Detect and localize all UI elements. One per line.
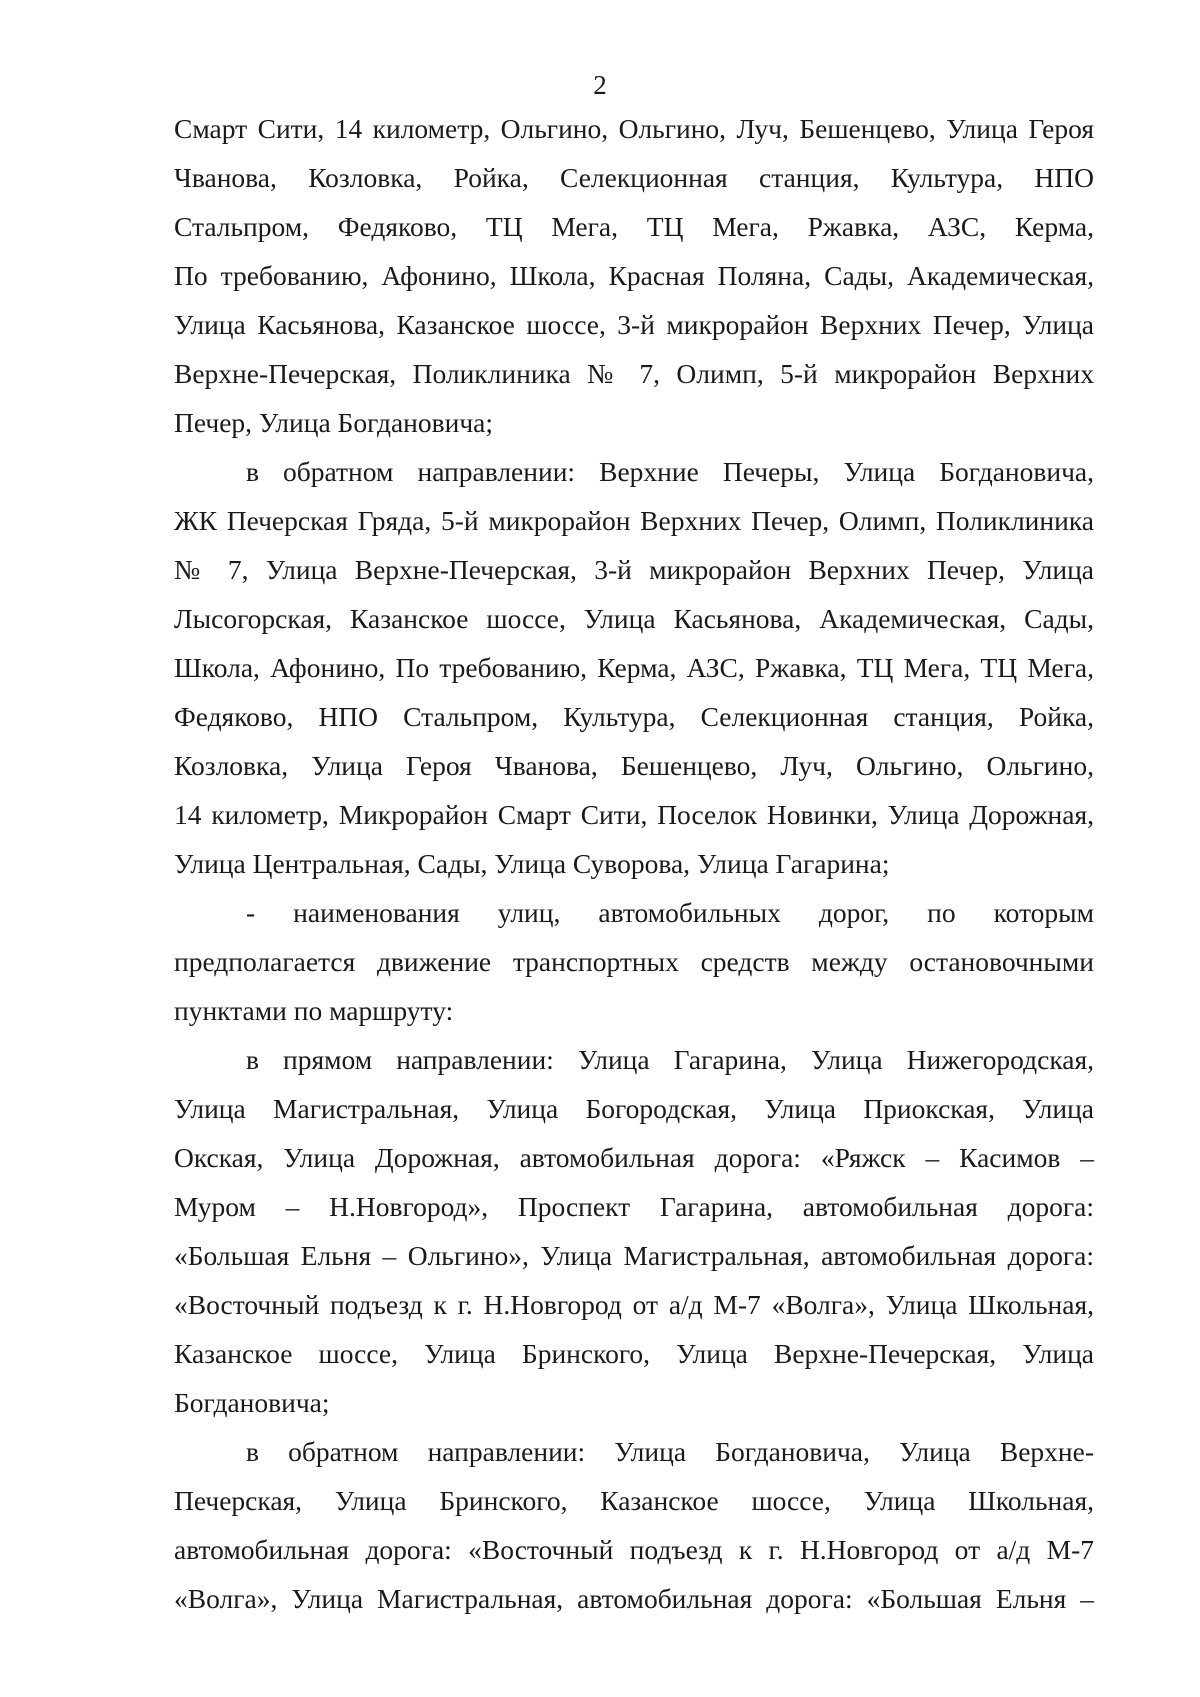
text-line: «Большая Ельня – Ольгино», Улица Магистральная, автомобильная дорога:	[174, 1240, 1094, 1271]
text-line: в прямом направлении: Улица Гагарина, Улица Нижегородская,	[246, 1044, 1094, 1075]
text-line: По требованию, Афонино, Школа, Красная Поляна, Сады, Академическая,	[174, 260, 1094, 291]
text-line: Богдановича;	[174, 1387, 330, 1418]
text-line: - наименования улиц, автомобильных дорог, по которым	[246, 897, 1094, 928]
text-line: Казанское шоссе, Улица Бринского, Улица Верхне-Печерская, Улица	[174, 1338, 1094, 1369]
paragraph-stops-forward-continued	[174, 104, 1094, 447]
paragraph-streets-forward	[174, 1035, 1094, 1427]
text-line: Козловка, Улица Героя Чванова, Бешенцево, Луч, Ольгино, Ольгино,	[174, 750, 1094, 781]
text-line: Окская, Улица Дорожная, автомобильная дорога: «Ряжск – Касимов –	[174, 1142, 1094, 1173]
page-number: 2	[593, 70, 607, 100]
text-line: ЖК Печерская Гряда, 5-й микрорайон Верхних Печер, Олимп, Поликлиника	[174, 505, 1094, 536]
text-line: Смарт Сити, 14 километр, Ольгино, Ольгино, Луч, Бешенцево, Улица Героя	[174, 113, 1094, 144]
text-line: автомобильная дорога: «Восточный подъезд к г. Н.Новгород от а/д М-7	[174, 1534, 1094, 1565]
text-line: в обратном направлении: Верхние Печеры, Улица Богдановича,	[246, 456, 1094, 487]
paragraph-street-names-heading	[174, 888, 1094, 1035]
text-line: № 7, Улица Верхне-Печерская, 3-й микрорайон Верхних Печер, Улица	[174, 554, 1094, 585]
text-line: Улица Касьянова, Казанское шоссе, 3-й микрорайон Верхних Печер, Улица	[174, 309, 1094, 340]
text-line: предполагается движение транспортных средств между остановочными	[174, 946, 1094, 977]
document-body	[174, 104, 1094, 1623]
text-line: Лысогорская, Казанское шоссе, Улица Касьянова, Академическая, Сады,	[174, 603, 1094, 634]
text-line: «Волга», Улица Магистральная, автомобильная дорога: «Большая Ельня –	[174, 1583, 1094, 1614]
text-line: Печерская, Улица Бринского, Казанское шоссе, Улица Школьная,	[174, 1485, 1094, 1516]
text-line: Федяково, НПО Стальпром, Культура, Селекционная станция, Ройка,	[174, 701, 1094, 732]
text-line: Школа, Афонино, По требованию, Керма, АЗС, Ржавка, ТЦ Мега, ТЦ Мега,	[174, 652, 1094, 683]
paragraph-stops-reverse	[174, 447, 1094, 888]
paragraph-streets-reverse	[174, 1427, 1094, 1623]
text-line: Муром – Н.Новгород», Проспект Гагарина, автомобильная дорога:	[174, 1191, 1094, 1222]
text-line: 14 километр, Микрорайон Смарт Сити, Поселок Новинки, Улица Дорожная,	[174, 799, 1094, 830]
text-line: Стальпром, Федяково, ТЦ Мега, ТЦ Мега, Ржавка, АЗС, Керма,	[174, 211, 1094, 242]
text-line: Чванова, Козловка, Ройка, Селекционная станция, Культура, НПО	[174, 162, 1094, 193]
text-line: в обратном направлении: Улица Богдановича, Улица Верхне-	[246, 1436, 1094, 1467]
text-line: «Восточный подъезд к г. Н.Новгород от а/д М-7 «Волга», Улица Школьная,	[174, 1289, 1094, 1320]
text-line: пунктами по маршруту:	[174, 995, 454, 1026]
text-line: Улица Центральная, Сады, Улица Суворова, Улица Гагарина;	[174, 848, 890, 879]
text-line: Верхне-Печерская, Поликлиника № 7, Олимп, 5-й микрорайон Верхних	[174, 358, 1094, 389]
text-line: Улица Магистральная, Улица Богородская, Улица Приокская, Улица	[174, 1093, 1094, 1124]
text-line: Печер, Улица Богдановича;	[174, 407, 494, 438]
